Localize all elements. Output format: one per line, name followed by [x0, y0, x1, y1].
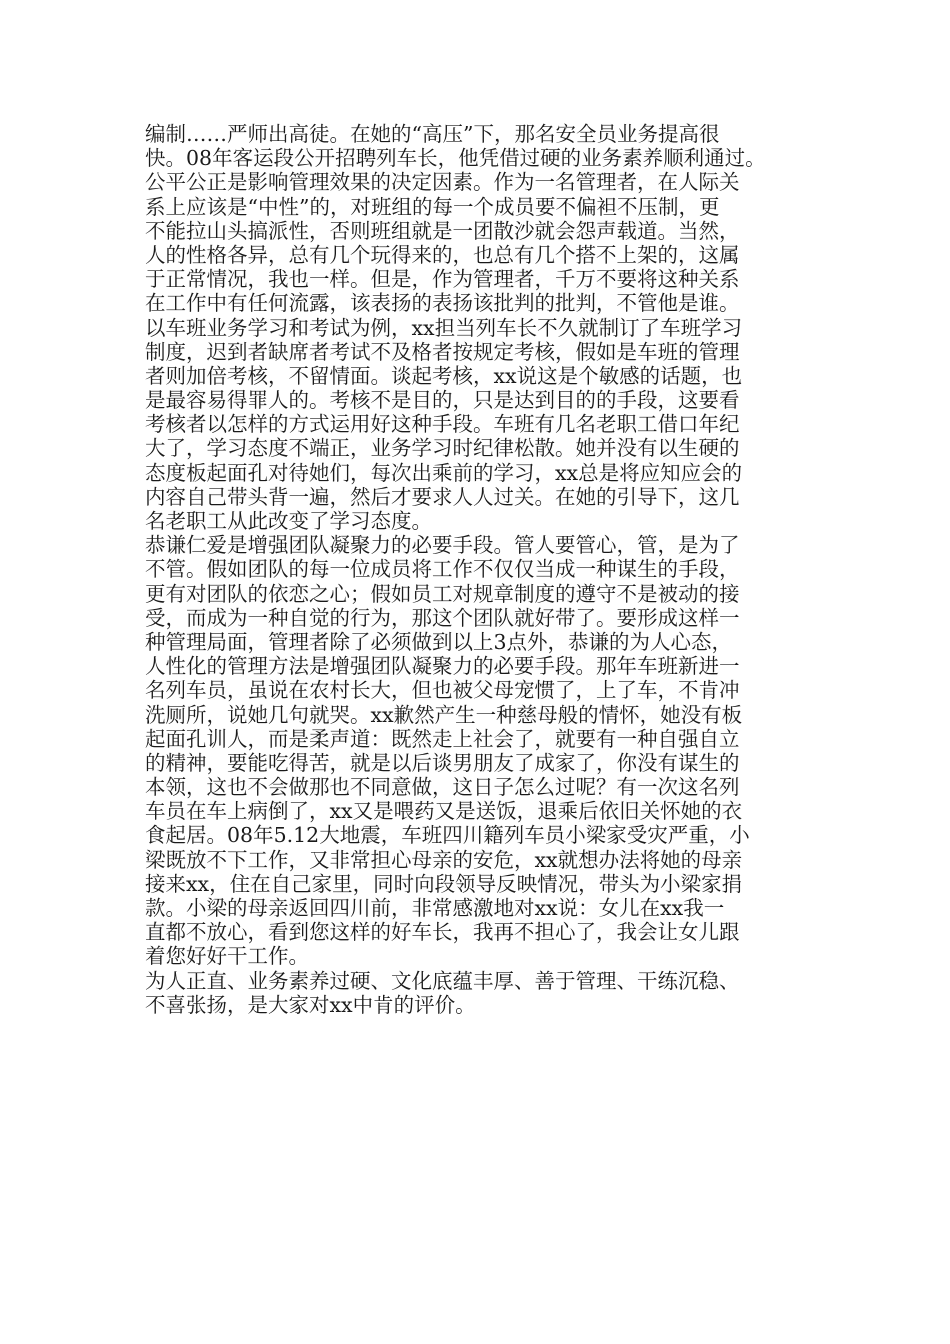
text-line: 梁既放不下工作，又非常担心母亲的安危，xx就想办法将她的母亲 [145, 847, 743, 872]
text-line: 于正常情况，我也一样。但是，作为管理者，千万不要将这种关系 [145, 267, 740, 292]
text-line: 人的性格各异，总有几个玩得来的，也总有几个搭不上架的，这属 [145, 242, 740, 267]
body-text [145, 122, 815, 1017]
text-line: 名列车员，虽说在农村长大，但也被父母宠惯了，上了车，不肯冲 [145, 678, 740, 703]
text-line: 人性化的管理方法是增强团队凝聚力的必要手段。那年车班新进一 [145, 654, 740, 679]
text-line: 系上应该是“中性”的，对班组的每一个成员要不偏袒不压制，更 [145, 194, 720, 219]
text-line: 公平公正是影响管理效果的决定因素。作为一名管理者，在人际关 [145, 170, 740, 195]
text-line: 恭谦仁爱是增强团队凝聚力的必要手段。管人要管心，管，是为了 [145, 533, 740, 558]
text-line: 直都不放心，看到您这样的好车长，我再不担心了，我会让女儿跟 [145, 920, 740, 945]
text-line: 食起居。08年5.12大地震，车班四川籍列车员小梁家受灾严重，小 [145, 823, 750, 848]
text-line: 更有对团队的依恋之心；假如员工对规章制度的遵守不是被动的接 [145, 581, 740, 606]
text-line: 受，而成为一种自觉的行为，那这个团队就好带了。要形成这样一 [145, 605, 740, 630]
text-line: 以车班业务学习和考试为例，xx担当列车长不久就制订了车班学习 [145, 315, 743, 340]
text-line: 在工作中有任何流露，该表扬的表扬该批判的批判，不管他是谁。 [145, 291, 740, 316]
text-line: 本领，这也不会做那也不同意做，这日子怎么过呢？有一次这名列 [145, 775, 740, 800]
text-line: 车员在车上病倒了，xx又是喂药又是送饭，退乘后依旧关怀她的衣 [145, 799, 743, 824]
text-line: 的精神，要能吃得苦，就是以后谈男朋友了成家了，你没有谋生的 [145, 750, 740, 775]
text-line: 是最容易得罪人的。考核不是目的，只是达到目的的手段，这要看 [145, 388, 740, 413]
text-line: 大了，学习态度不端正，业务学习时纪律松散。她并没有以生硬的 [145, 436, 740, 461]
text-line: 不能拉山头搞派性，否则班组就是一团散沙就会怨声载道。当然， [145, 218, 740, 243]
text-line: 制度，迟到者缺席者考试不及格者按规定考核，假如是车班的管理 [145, 339, 740, 364]
text-line: 快。08年客运段公开招聘列车长，他凭借过硬的业务素养顺利通过。 [145, 146, 766, 171]
text-line: 编制……严师出高徒。在她的“高压”下，那名安全员业务提高很 [145, 122, 720, 146]
text-line: 内容自己带头背一遍，然后才要求人人过关。在她的引导下，这几 [145, 484, 740, 509]
text-line: 考核者以怎样的方式运用好这种手段。车班有几名老职工借口年纪 [145, 412, 740, 437]
text-line: 洗厕所，说她几句就哭。xx歉然产生一种慈母般的情怀，她没有板 [145, 702, 743, 727]
text-line: 接来xx，住在自己家里，同时向段领导反映情况，带头为小梁家捐 [145, 871, 743, 896]
text-line: 款。小梁的母亲返回四川前，非常感激地对xx说：女儿在xx我一 [145, 896, 725, 920]
text-line: 为人正直、业务素养过硬、文化底蕴丰厚、善于管理、干练沉稳、 [145, 968, 740, 993]
text-line: 态度板起面孔对待她们，每次出乘前的学习，xx总是将应知应会的 [145, 460, 743, 485]
text-line: 起面孔训人，而是柔声道：既然走上社会了，就要有一种自强自立 [145, 726, 740, 751]
text-line: 名老职工从此改变了学习态度。 [145, 509, 432, 533]
text-line: 种管理局面，管理者除了必须做到以上3点外，恭谦的为人心态， [145, 629, 733, 654]
text-line: 着您好好干工作。 [145, 944, 309, 969]
text-line: 不管。假如团队的每一位成员将工作不仅仅当成一种谋生的手段， [145, 557, 740, 582]
text-line: 者则加倍考核，不留情面。谈起考核，xx说这是个敏感的话题，也 [145, 363, 743, 388]
text-line: 不喜张扬，是大家对xx中肯的评价。 [145, 992, 476, 1017]
